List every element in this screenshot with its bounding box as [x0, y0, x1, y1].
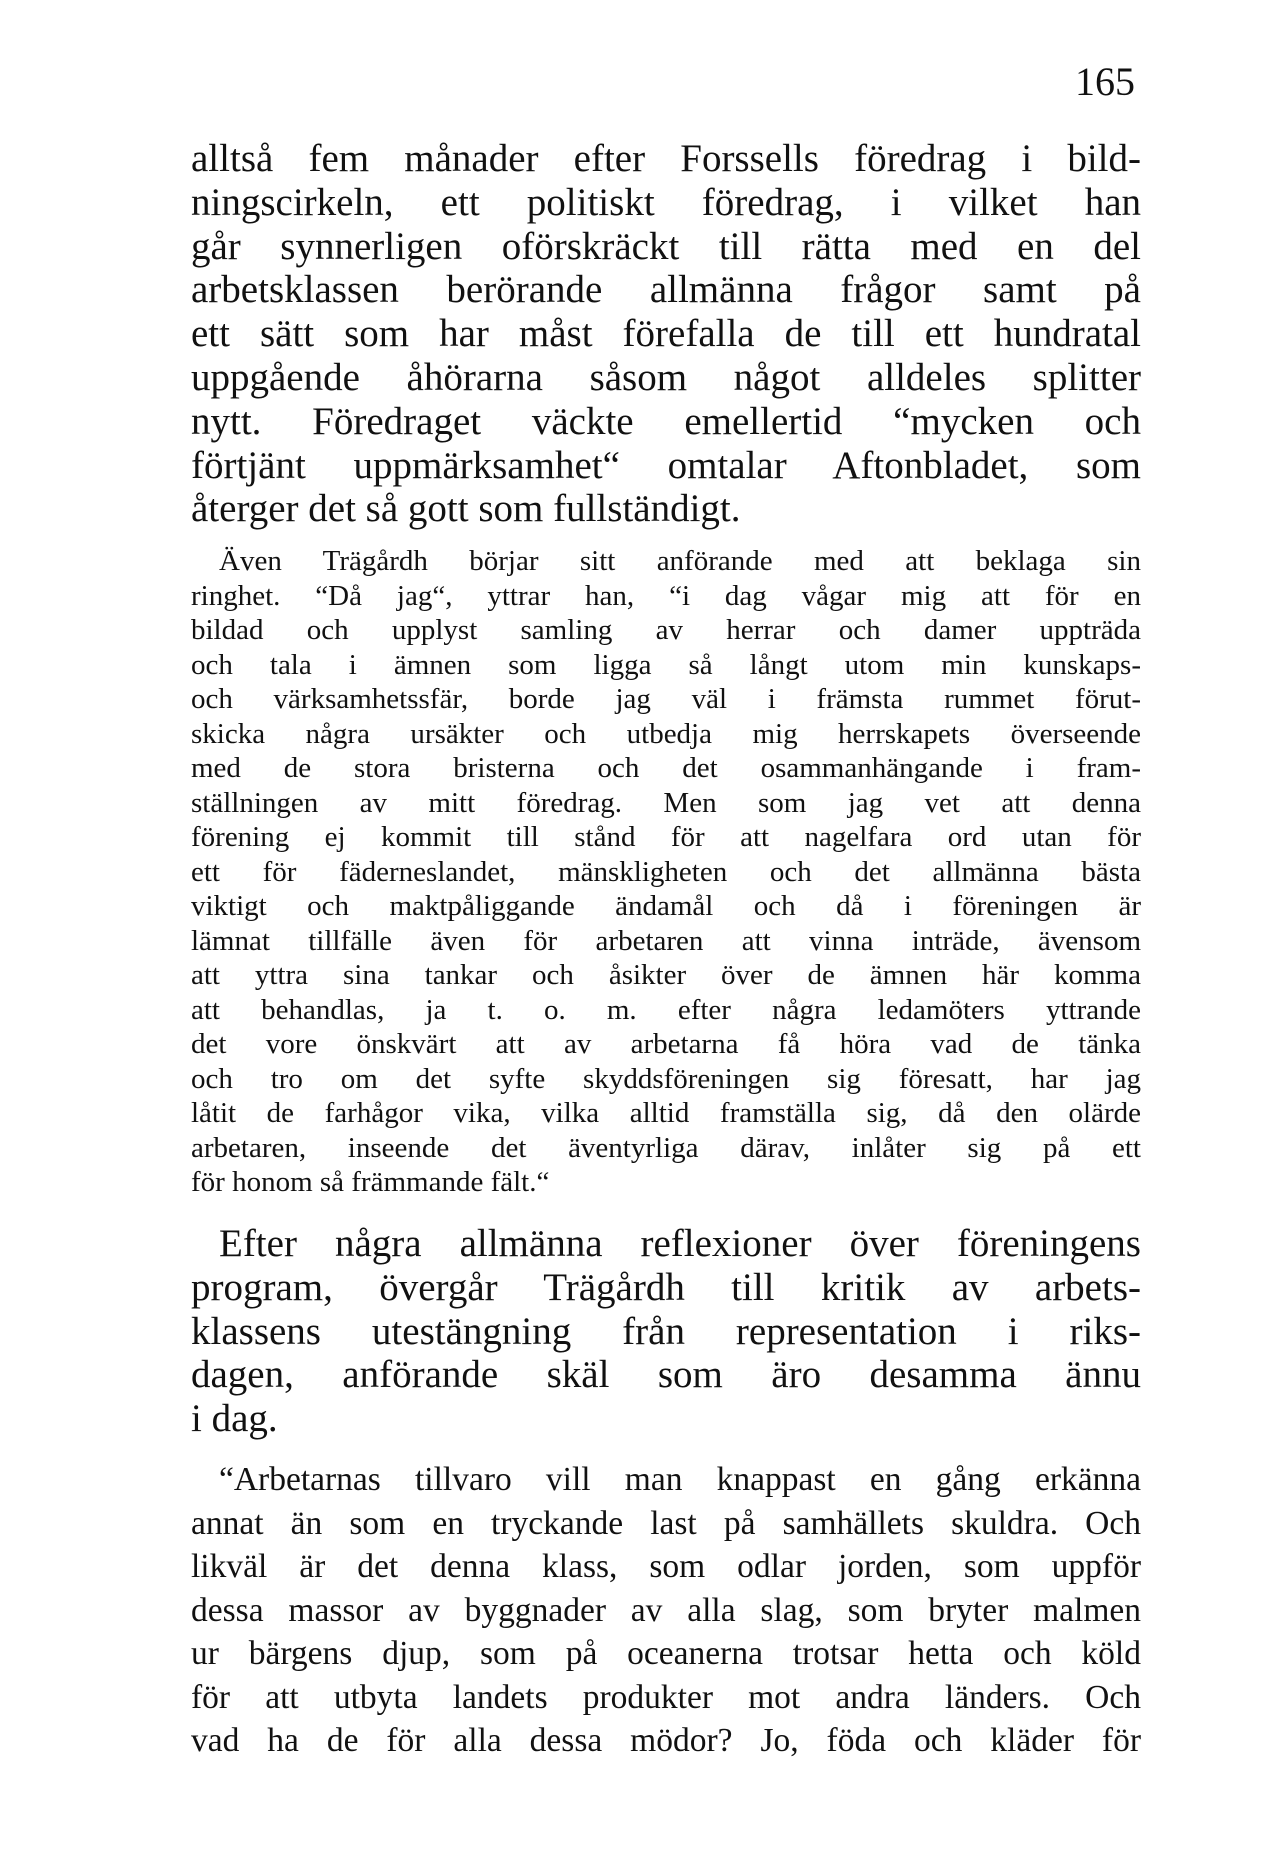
text-line: går synnerligen oförskräckt till rätta med en del	[191, 224, 1141, 268]
text-line: uppgående åhörarna såsom något alldeles splitter	[191, 355, 1141, 399]
text-line: vad ha de för alla dessa mödor? Jo, föda och kläder för	[191, 1722, 1141, 1759]
text-line: för att utbyta landets produkter mot andra länders. Och	[191, 1678, 1141, 1716]
text-line: och tro om det syfte skyddsföreningen sig föresatt, har jag	[191, 1062, 1141, 1095]
text-line: i dag.	[191, 1397, 278, 1441]
text-line: och tala i ämnen som ligga så långt utom min kunskaps-	[191, 648, 1141, 681]
text-line: återger det så gott som fullständigt.	[191, 487, 741, 531]
text-line: nytt. Föredraget väckte emellertid “mycken och	[191, 399, 1141, 443]
paragraph-intro	[191, 137, 1141, 531]
text-line: skicka några ursäkter och utbedja mig herrskapets överseende	[191, 717, 1141, 750]
paragraph-arbetarnas-tillvaro	[191, 1458, 1141, 1763]
text-line: alltså fem månader efter Forssells föredrag i bild-	[191, 137, 1141, 180]
text-line: ringhet. “Då jag“, yttrar han, “i dag vågar mig att för en	[191, 579, 1141, 612]
text-line: och värksamhetssfär, borde jag väl i främsta rummet förut-	[191, 683, 1141, 715]
page-number: 165	[1075, 59, 1135, 104]
text-line: arbetsklassen berörande allmänna frågor samt på	[191, 268, 1141, 312]
text-line: ett för fäderneslandet, mänskligheten och det allmänna bästa	[191, 855, 1141, 888]
text-line: för honom så främmande fält.“	[191, 1166, 550, 1198]
text-line: program, övergår Trägårdh till kritik av arbets-	[191, 1265, 1141, 1309]
text-line: det vore önskvärt att av arbetarna få höra vad de tänka	[191, 1028, 1141, 1060]
text-line: förtjänt uppmärksamhet“ omtalar Aftonbladet, som	[191, 443, 1141, 487]
text-line: viktigt och maktpåliggande ändamål och då i föreningen är	[191, 890, 1141, 922]
text-line: ett sätt som har måst förefalla de till ett hundratal	[191, 312, 1141, 356]
paragraph-reflexioner	[191, 1222, 1141, 1441]
text-line: dessa massor av byggnader av alla slag, som bryter malmen	[191, 1591, 1141, 1629]
text-line: Även Trägårdh börjar sitt anförande med att beklaga sin	[219, 545, 1141, 577]
text-line: att behandlas, ja t. o. m. efter några ledamöters yttrande	[191, 993, 1141, 1026]
text-line: lämnat tillfälle även för arbetaren att vinna inträde, ävensom	[191, 924, 1141, 957]
text-line: arbetaren, inseende det äventyrliga därav, inlåter sig på ett	[191, 1131, 1141, 1164]
paragraph-quote-tragardh	[191, 544, 1141, 1200]
text-line: “Arbetarnas tillvaro vill man knappast en gång erkänna	[219, 1461, 1141, 1498]
text-line: klassens utestängning från representation i riks-	[191, 1309, 1141, 1353]
text-line: ur bärgens djup, som på oceanerna trotsar hetta och köld	[191, 1635, 1141, 1672]
text-line: likväl är det denna klass, som odlar jorden, som uppför	[191, 1548, 1141, 1585]
text-line: Efter några allmänna reflexioner över föreningens	[219, 1222, 1141, 1265]
text-line: med de stora bristerna och det osammanhängande i fram-	[191, 752, 1141, 784]
text-line: ställningen av mitt föredrag. Men som jag vet att denna	[191, 786, 1141, 819]
text-line: annat än som en tryckande last på samhällets skuldra. Och	[191, 1504, 1141, 1542]
text-line: att yttra sina tankar och åsikter över de ämnen här komma	[191, 959, 1141, 991]
text-line: låtit de farhågor vika, vilka alltid framställa sig, då den olärde	[191, 1097, 1141, 1129]
text-line: ningscirkeln, ett politiskt föredrag, i vilket han	[191, 180, 1141, 224]
text-line: förening ej kommit till stånd för att nagelfara ord utan för	[191, 821, 1141, 853]
text-line: bildad och upplyst samling av herrar och damer uppträda	[191, 614, 1141, 646]
text-line: dagen, anförande skäl som äro desamma ännu	[191, 1353, 1141, 1397]
